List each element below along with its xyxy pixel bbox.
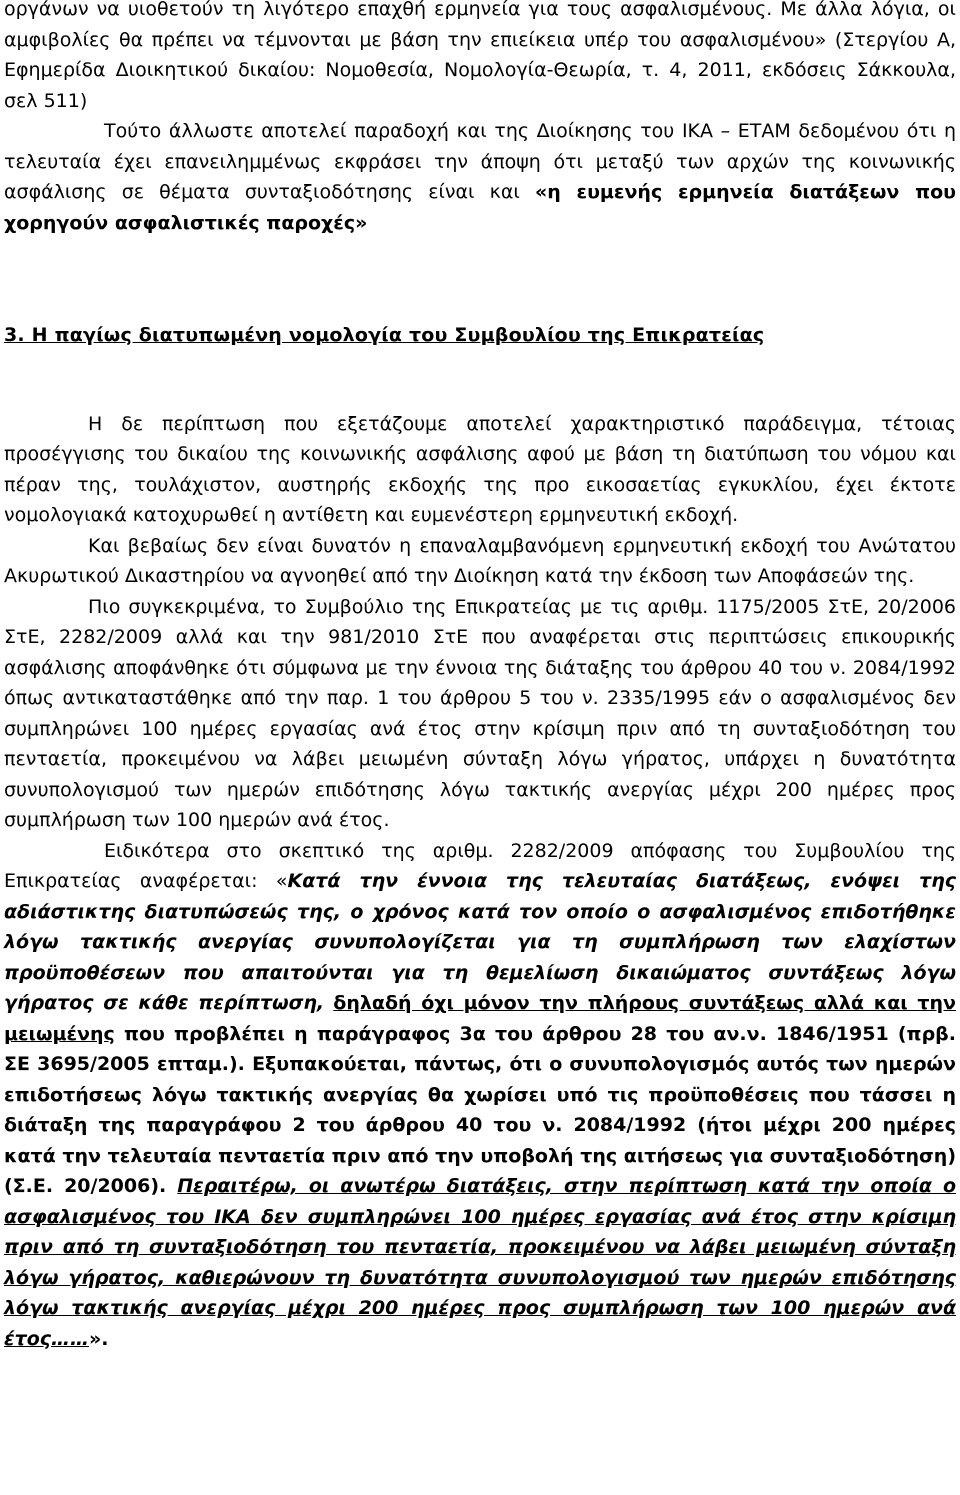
paragraph-council-decisions: Πιο συγκεκριμένα, το Συμβούλιο της Επικρατείας με τις αριθμ. 1175/2005 ΣτΕ, 20/2006 ΣτΕ, 2282/2009 αλλά και την 981/2010 ΣτΕ που αναφέρεται στις περιπτώσεις επικουρικής ασφάλισης αποφάνθηκε ότι σύμφωνα με την έννοια της διάταξης του άρθρου 40 του ν. 2084/1992 όπως αντικαταστάθηκε από την παρ. 1 του άρθρου 5 του ν. 2335/1995 εάν ο ασφαλισμένος δεν συμπληρώνει 100 ημέρες εργασίας ανά έτος στην κρίσιμη πριν από τη συνταξιοδότηση του πενταετία, προκειμένου να λάβει μειωμένη σύνταξη λόγω γήρατος, υπάρχει η δυνατότητα συνυπολογισμού των ημερών επιδότησης λόγω τακτικής ανεργίας μέχρι 200 ημέρες προς συμπλήρωση των 100 ημερών ανά έτος. bbox=[4, 595, 956, 831]
document-page bbox=[4, 0, 956, 1354]
paragraph-ika-position bbox=[4, 116, 956, 238]
paragraph-decision-quote bbox=[4, 836, 956, 1355]
quote-bold: που προβλέπει η παράγραφος 3α του άρθρου 28 του αν.ν. 1846/1951 (πρβ. ΣΕ 3695/2005 επταμ.). bbox=[4, 1022, 956, 1075]
quote-bold-italic-underlined: Περαιτέρω, οι ανωτέρω διατάξεις, στην περίπτωση κατά την οποία ο ασφαλισμένος του ΙΚΑ δεν συμπληρώνει 100 ημέρες εργασίας ανά έτος στην κρίσιμη πριν από τη συνταξιοδότηση του πενταετία, προκειμένου να λάβει μειωμένη σύνταξη λόγω γήρατος, καθιερώνουν τη δυνατότητα συνυπολογισμού των ημερών επιδότησης λόγω τακτικής ανεργίας μέχρι 200 ημέρες προς συμπλήρωση των 100 ημερών ανά έτος…… bbox=[4, 1175, 957, 1350]
bold-quote: «η ευμενής ερμηνεία διατάξεων που χορηγούν ασφαλιστικές παροχές» bbox=[4, 181, 956, 234]
paragraph-text: Τούτο άλλωστε αποτελεί παραδοχή και της Διοίκησης του ΙΚΑ – ΕΤΑΜ δεδομένου ότι η τελευταία έχει επανειλημμένως εκφράσει την άποψη ότι μεταξύ των αρχών της κοινωνικής ασφάλισης σε θέματα συνταξιοδότησης είναι και bbox=[4, 120, 956, 203]
quote-bold-continued: Εξυπακούεται, πάντως, ότι ο συνυπολογισμός αυτός των ημερών επιδοτήσεως λόγω τακτικής ανεργίας θα χωρίσει υπό τις προϋποθέσεις που τάσσει η διάταξη της παραγράφου 2 του άρθρου 40 του ν. 2084/1992 (ήτοι μέχρι 200 ημέρες κατά την τελευταία πενταετία πριν από την υποβολή της αιτήσεως για συνταξιοδότηση) (Σ.Ε. 20/2006). bbox=[4, 1053, 956, 1197]
paragraph-case-example: Η δε περίπτωση που εξετάζουμε αποτελεί χαρακτηριστικό παράδειγμα, τέτοιας προσέγγισης του δικαίου της κοινωνικής ασφάλισης αφού με βάση τη διατύπωση του νόμου και πέραν της, τουλάχιστον, αυστηρής εκδοχής της προ εικοσαετίας εγκυκλίου, έχει έκτοτε νομολογιακά κατοχυρωθεί η αντίθετη και ευμενέστερη ερμηνευτική εκδοχή. bbox=[4, 412, 956, 526]
quote-bold-italic: Κατά την έννοια της τελευταίας διατάξεως, ενόψει της αδιάστικτης διατυπώσεώς της, ο χρόνος κατά τον οποίο ο ασφαλισμένος επιδοτήθηκε λόγω τακτικής ανεργίας συνυπολογίζεται για τη συμπλήρωση των ελαχίστων προϋποθέσεων που απαιτούνται για τη θεμελίωση δικαιώματος συντάξεως λόγω γήρατος σε κάθε περίπτωση, bbox=[4, 870, 956, 1014]
paragraph-court-interpretation: Και βεβαίως δεν είναι δυνατόν η επαναλαμβανόμενη ερμηνευτική εκδοχή του Ανώτατου Ακυρωτικού Δικαστηρίου να αγνοηθεί από την Διοίκηση κατά την έκδοση των Αποφάσεών της. bbox=[4, 534, 956, 587]
quote-bold-underlined: δηλαδή όχι μόνον την πλήρους συντάξεως αλλά και την μειωμένης bbox=[4, 992, 956, 1045]
section-heading: 3. Η παγίως διατυπωμένη νομολογία του Συμβουλίου της Επικρατείας bbox=[4, 324, 765, 346]
quote-intro: Ειδικότερα στο σκεπτικό της αριθμ. 2282/2009 απόφασης του Συμβουλίου της Επικρατείας αναφέρεται: « bbox=[4, 839, 956, 892]
paragraph-quote-continuation: οργάνων να υιοθετούν τη λιγότερο επαχθή ερμηνεία για τους ασφαλισμένους. Με άλλα λόγια, οι αμφιβολίες θα πρέπει να τέμνονται με βάση την επιείκεια υπέρ του ασφαλισμένου» (Στεργίου Α, Εφημερίδα Διοικητικού δικαίου: Νομοθεσία, Νομολογία-Θεωρία, τ. 4, 2011, εκδόσεις Σάκκουλα, σελ 511) bbox=[4, 0, 956, 112]
quote-end: ». bbox=[89, 1327, 109, 1350]
